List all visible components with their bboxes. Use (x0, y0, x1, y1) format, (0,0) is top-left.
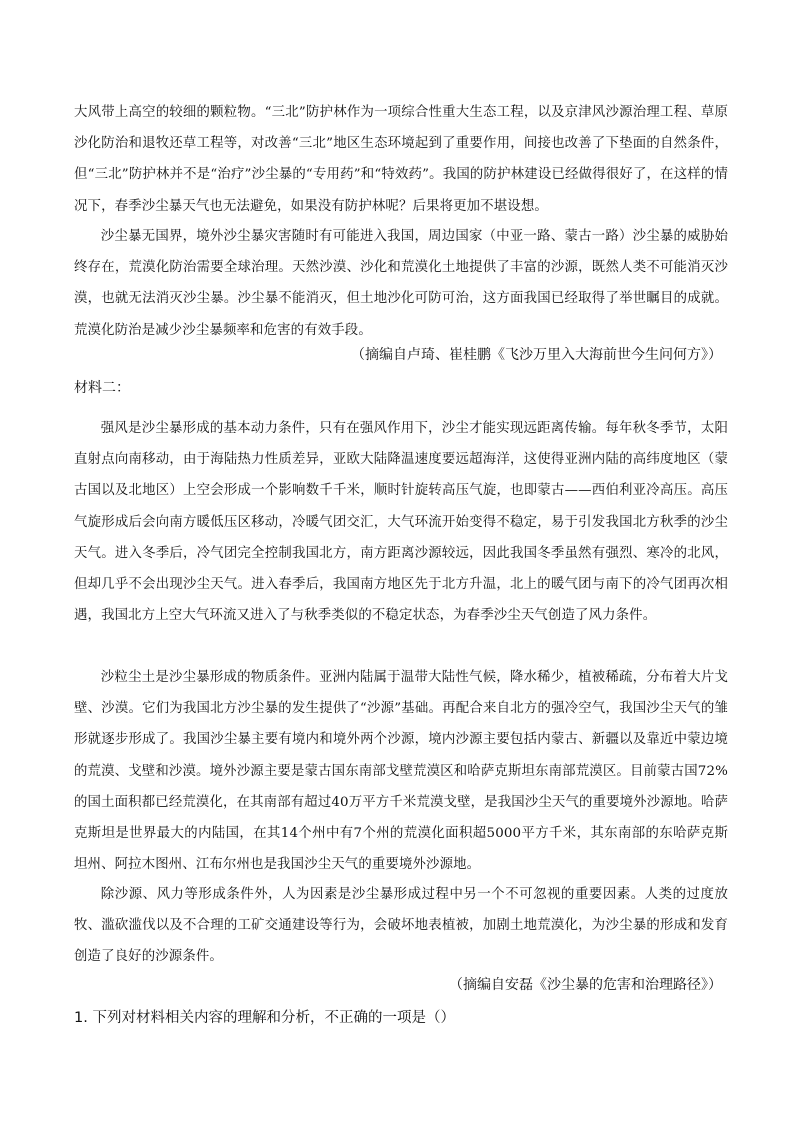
question-1-prompt: 1. 下列对材料相关内容的理解和分析，不正确的一项是（） (74, 1010, 455, 1026)
paragraph-material1-continuation: 大风带上高空的较细的颗粒物。“三北”防护林作为一项综合性重大生态工程，以及京津风沙源治理工程、草原沙化防治和退牧还草工程等，对改善“三北”地区生态环境起到了重要作用，间接也改善了下垫面的自然条件，但“三北”防护林并不是“治疗”沙尘暴的“专用药”和“特效药”。我国的防护林建设已经做得很好了，在这样的情况下，春季沙尘暴天气也无法避免，如果没有防护林呢？后果将更加不堪设想。 (74, 105, 728, 214)
paragraph-desertification-control: 沙尘暴无国界，境外沙尘暴灾害随时有可能进入我国，周边国家（中亚一路、蒙古一路）沙尘暴的威胁始终存在，荒漠化防治需要全球治理。天然沙漠、沙化和荒漠化土地提供了丰富的沙源，既然人类不可能消灭沙漠，也就无法消灭沙尘暴。沙尘暴不能消灭，但土地沙化可防可治，这方面我国已经取得了举世瞩目的成就。荒漠化防治是减少沙尘暴频率和危害的有效手段。 (74, 229, 728, 338)
paragraph-wind-conditions: 强风是沙尘暴形成的基本动力条件，只有在强风作用下，沙尘才能实现远距离传输。每年秋冬季节，太阳直射点向南移动，由于海陆热力性质差异，亚欧大陆降温速度要远超海洋，这使得亚洲内陆的高纬度地区（蒙古国以及北地区）上空会形成一个影响数千千米，顺时针旋转高压气旋，也即蒙古——西伯利亚冷高压。高压气旋形成后会向南方暖低压区移动，冷暖气团交汇，大气环流开始变得不稳定，易于引发我国北方秋季的沙尘天气。进入冬季后，冷气团完全控制我国北方，南方距离沙源较远，因此我国冬季虽然有强烈、寒冷的北风，但却几乎不会出现沙尘天气。进入春季后，我国南方地区先于北方升温，北上的暖气团与南下的冷气团再次相遇，我国北方上空大气环流又进入了与秋季类似的不稳定状态，为春季沙尘天气创造了风力条件。 (74, 421, 728, 624)
paragraph-sand-sources: 沙粒尘土是沙尘暴形成的物质条件。亚洲内陆属于温带大陆性气候，降水稀少，植被稀疏，分布着大片戈壁、沙漠。它们为我国北方沙尘暴的发生提供了“沙源”基础。再配合来自北方的强冷空气，我国沙尘天气的雏形就逐步形成了。我国沙尘暴主要有境内和境外两个沙源，境内沙源主要包括内蒙古、新疆以及靠近中蒙边境的荒漠、戈壁和沙漠。境外沙源主要是蒙古国东南部戈壁荒漠区和哈萨克斯坦东南部荒漠区。目前蒙古国72%的国土面积都已经荒漠化，在其南部有超过40万平方千米荒漠戈壁，是我国沙尘天气的重要境外沙源地。哈萨克斯坦是世界最大的内陆国，在其14个州中有7个州的荒漠化面积超5000平方千米，其东南部的东哈萨克斯坦州、阿拉木图州、江布尔州也是我国沙尘天气的重要境外沙源地。 (74, 670, 728, 873)
paragraph-human-factors: 除沙源、风力等形成条件外，人为因素是沙尘暴形成过程中另一个不可忽视的重要因素。人类的过度放牧、滥砍滥伐以及不合理的工矿交通建设等行为，会破坏地表植被，加剧土地荒漠化，为沙尘暴的形成和发育创造了良好的沙源条件。 (74, 887, 728, 965)
material-2-heading: 材料二： (74, 380, 130, 396)
source-citation-1: （摘编自卢琦、崔桂鹏《飞沙万里入大海前世今生问何方》） (351, 347, 722, 363)
source-citation-2: （摘编自安磊《沙尘暴的危害和治理路径》） (449, 977, 722, 993)
